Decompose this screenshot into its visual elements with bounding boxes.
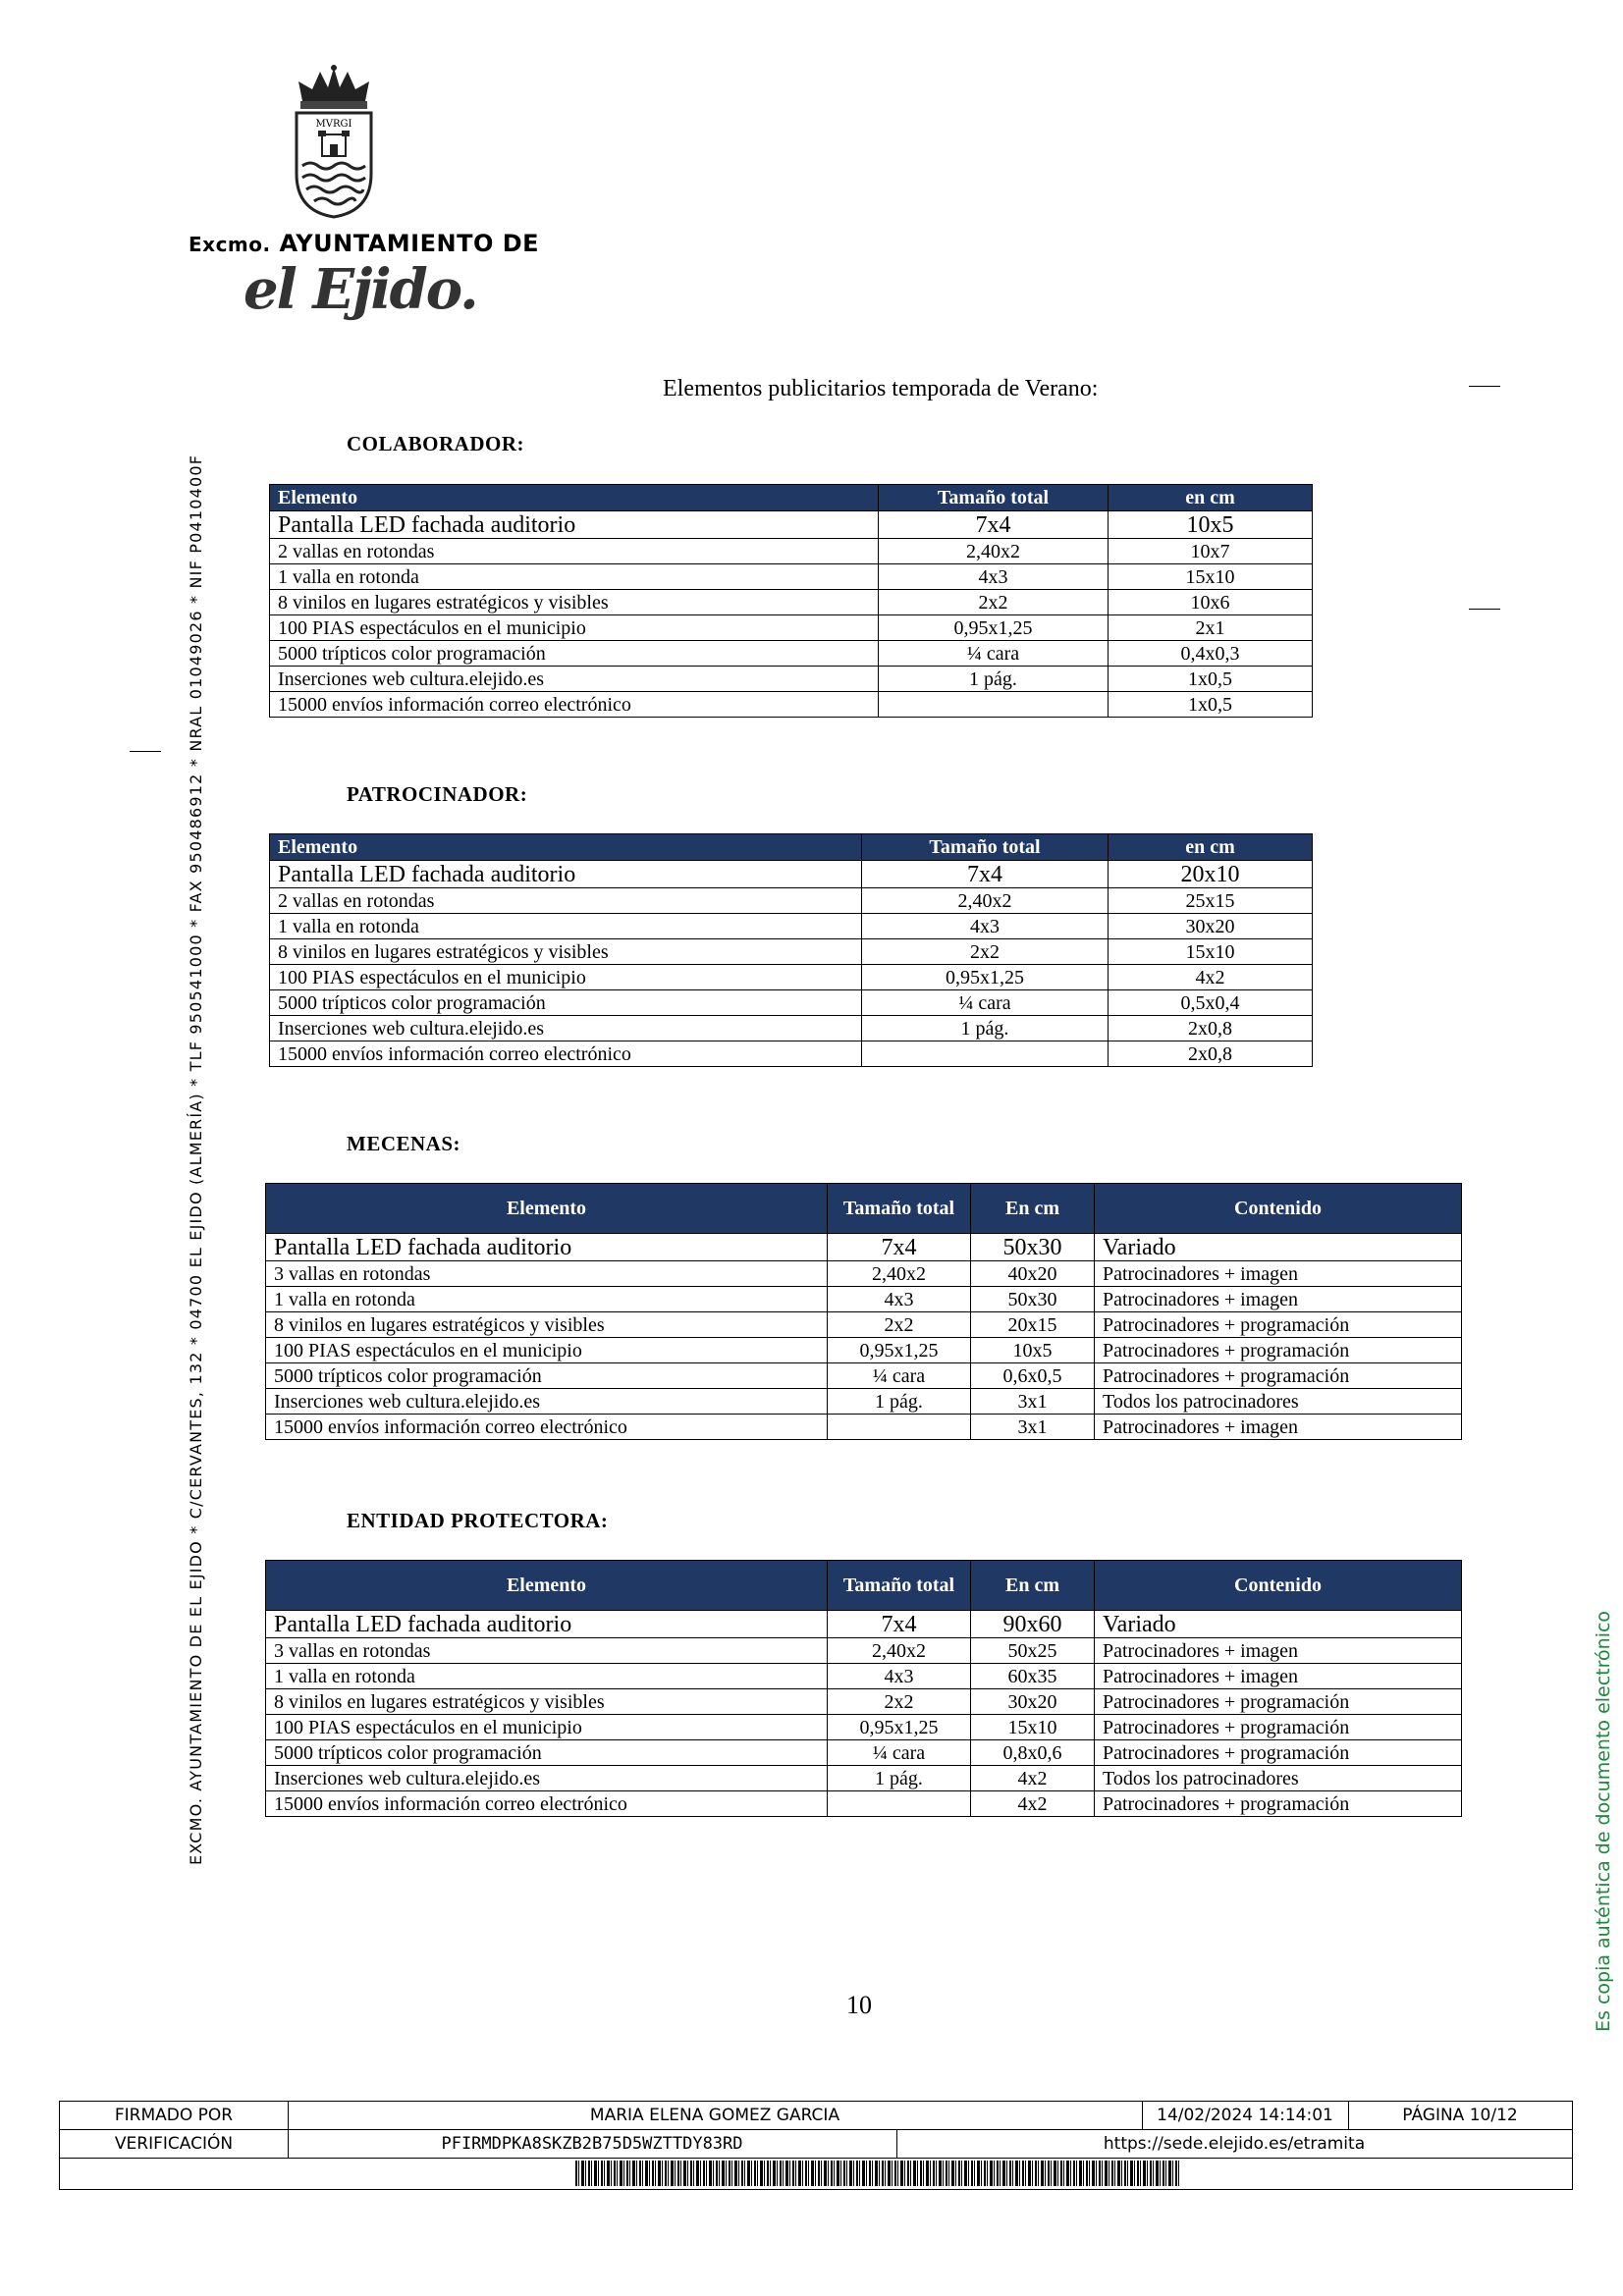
table-cell: Patrocinadores + imagen bbox=[1095, 1287, 1462, 1312]
table-cell: Pantalla LED fachada auditorio bbox=[270, 511, 879, 539]
table-cell: 2,40x2 bbox=[862, 888, 1109, 914]
table-cell: 100 PIAS espectáculos en el municipio bbox=[266, 1715, 828, 1740]
table-cell: ¼ cara bbox=[828, 1363, 971, 1389]
table-cell: 30x20 bbox=[971, 1689, 1095, 1715]
table-cell: 2x2 bbox=[828, 1689, 971, 1715]
verification-row bbox=[60, 2130, 1572, 2159]
table-cell: 50x25 bbox=[971, 1638, 1095, 1664]
table-cell: ¼ cara bbox=[828, 1740, 971, 1766]
table-cell: 2 vallas en rotondas bbox=[270, 888, 862, 914]
table-row bbox=[270, 539, 1313, 564]
margin-mark bbox=[130, 751, 161, 752]
table-cell: 1 valla en rotonda bbox=[270, 914, 862, 939]
page-number: 10 bbox=[846, 1991, 872, 2019]
table-cell: 7x4 bbox=[862, 861, 1109, 888]
signed-by-label: FIRMADO POR bbox=[60, 2102, 289, 2129]
header-cell: En cm bbox=[971, 1184, 1095, 1234]
table-row bbox=[266, 1415, 1462, 1440]
table-cell: Pantalla LED fachada auditorio bbox=[266, 1234, 828, 1261]
table-cell: 1 valla en rotonda bbox=[270, 564, 879, 590]
table-cell: 15000 envíos información correo electrónico bbox=[266, 1415, 828, 1440]
table-row bbox=[270, 1041, 1313, 1067]
table-cell: 2x0,8 bbox=[1109, 1041, 1313, 1067]
table-cell: Patrocinadores + programación bbox=[1095, 1689, 1462, 1715]
table-cell: Patrocinadores + programación bbox=[1095, 1338, 1462, 1363]
table-cell: 20x15 bbox=[971, 1312, 1095, 1338]
table-cell: 3x1 bbox=[971, 1389, 1095, 1415]
margin-mark bbox=[1469, 609, 1500, 610]
signature-datetime: 14/02/2024 14:14:01 bbox=[1142, 2102, 1349, 2129]
section-title-entidad-protectora: ENTIDAD PROTECTORA: bbox=[347, 1509, 609, 1532]
table-cell: 7x4 bbox=[828, 1611, 971, 1638]
table-cell: 15000 envíos información correo electrónico bbox=[266, 1791, 828, 1817]
table-cell: Patrocinadores + imagen bbox=[1095, 1638, 1462, 1664]
table-cell: 1 pág. bbox=[828, 1766, 971, 1791]
header-cell: Tamaño total bbox=[862, 834, 1109, 861]
table-cell: 10x7 bbox=[1109, 539, 1313, 564]
signature-row bbox=[60, 2102, 1572, 2130]
table-cell: 2x2 bbox=[828, 1312, 971, 1338]
table-cell: ¼ cara bbox=[879, 641, 1109, 667]
table-row bbox=[270, 692, 1313, 718]
table-cell: 2,40x2 bbox=[879, 539, 1109, 564]
table-row bbox=[266, 1338, 1462, 1363]
header-cell: Tamaño total bbox=[828, 1561, 971, 1611]
table-cell: 1x0,5 bbox=[1109, 667, 1313, 692]
table-cell: 0,95x1,25 bbox=[879, 615, 1109, 641]
table-row bbox=[266, 1740, 1462, 1766]
table-cell: 1 valla en rotonda bbox=[266, 1287, 828, 1312]
table-row bbox=[266, 1389, 1462, 1415]
margin-mark bbox=[1469, 386, 1500, 387]
table-cell: 0,95x1,25 bbox=[828, 1715, 971, 1740]
table-body bbox=[266, 1611, 1462, 1817]
table-cell: 90x60 bbox=[971, 1611, 1095, 1638]
table-cell: Patrocinadores + programación bbox=[1095, 1363, 1462, 1389]
table-row bbox=[266, 1664, 1462, 1689]
mecenas-table bbox=[265, 1183, 1462, 1440]
table-cell: 25x15 bbox=[1109, 888, 1313, 914]
table-cell bbox=[828, 1791, 971, 1817]
organization-brand: el Ejido. bbox=[243, 257, 477, 322]
table-row bbox=[266, 1689, 1462, 1715]
table-row bbox=[266, 1638, 1462, 1664]
table-cell: 2x2 bbox=[862, 939, 1109, 965]
table-row bbox=[270, 590, 1313, 615]
table-cell: 100 PIAS espectáculos en el municipio bbox=[270, 615, 879, 641]
table-cell: 5000 trípticos color programación bbox=[266, 1740, 828, 1766]
table-cell: 7x4 bbox=[879, 511, 1109, 539]
table-row bbox=[266, 1234, 1462, 1261]
table-cell bbox=[828, 1415, 971, 1440]
coat-of-arms-logo bbox=[285, 64, 383, 221]
table-cell: Patrocinadores + imagen bbox=[1095, 1415, 1462, 1440]
table-cell: Patrocinadores + imagen bbox=[1095, 1664, 1462, 1689]
table-row bbox=[270, 861, 1313, 888]
table-cell: 15x10 bbox=[1109, 564, 1313, 590]
table-cell: Patrocinadores + programación bbox=[1095, 1312, 1462, 1338]
table-cell: 3 vallas en rotondas bbox=[266, 1638, 828, 1664]
table-cell: 50x30 bbox=[971, 1287, 1095, 1312]
organization-title: AYUNTAMIENTO DE bbox=[279, 230, 540, 257]
table-cell bbox=[862, 1041, 1109, 1067]
table-cell: Patrocinadores + programación bbox=[1095, 1715, 1462, 1740]
table-row bbox=[270, 888, 1313, 914]
table-cell: 10x5 bbox=[971, 1338, 1095, 1363]
table-cell: 5000 trípticos color programación bbox=[270, 641, 879, 667]
table-row bbox=[266, 1715, 1462, 1740]
table-row bbox=[270, 667, 1313, 692]
table-cell: 20x10 bbox=[1109, 861, 1313, 888]
table-cell: ¼ cara bbox=[862, 990, 1109, 1016]
section-title-mecenas: MECENAS: bbox=[347, 1132, 461, 1155]
entidad-protectora-table bbox=[265, 1560, 1462, 1817]
table-row bbox=[270, 1016, 1313, 1041]
table-cell: 1 pág. bbox=[879, 667, 1109, 692]
table-row bbox=[266, 1363, 1462, 1389]
table-body bbox=[266, 1234, 1462, 1440]
table-cell: 5000 trípticos color programación bbox=[270, 990, 862, 1016]
table-cell: 2x1 bbox=[1109, 615, 1313, 641]
table-cell: Variado bbox=[1095, 1611, 1462, 1638]
table-cell: Inserciones web cultura.elejido.es bbox=[270, 667, 879, 692]
table-cell: 15x10 bbox=[971, 1715, 1095, 1740]
table-cell: 2 vallas en rotondas bbox=[270, 539, 879, 564]
header-cell: Elemento bbox=[266, 1561, 828, 1611]
header-cell: Elemento bbox=[270, 485, 879, 511]
table-cell: 3x1 bbox=[971, 1415, 1095, 1440]
table-cell: 0,95x1,25 bbox=[828, 1338, 971, 1363]
header-cell: Tamaño total bbox=[879, 485, 1109, 511]
table-row bbox=[270, 511, 1313, 539]
document-title: Elementos publicitarios temporada de Verano: bbox=[663, 376, 1099, 401]
table-cell: 100 PIAS espectáculos en el municipio bbox=[270, 965, 862, 990]
table-cell: 1 pág. bbox=[828, 1389, 971, 1415]
header-cell: Elemento bbox=[270, 834, 862, 861]
table-cell: 15000 envíos información correo electrónico bbox=[270, 1041, 862, 1067]
table-row bbox=[266, 1287, 1462, 1312]
table-row bbox=[270, 615, 1313, 641]
table-cell: 4x3 bbox=[879, 564, 1109, 590]
crest-text: MVRGI bbox=[315, 119, 352, 130]
table-cell: 100 PIAS espectáculos en el municipio bbox=[266, 1338, 828, 1363]
table-row bbox=[266, 1611, 1462, 1638]
patrocinador-table bbox=[269, 833, 1313, 1067]
table-row bbox=[270, 641, 1313, 667]
table-cell: 1 pág. bbox=[862, 1016, 1109, 1041]
table-cell: 1 valla en rotonda bbox=[266, 1664, 828, 1689]
table-cell: 0,4x0,3 bbox=[1109, 641, 1313, 667]
table-cell: Pantalla LED fachada auditorio bbox=[270, 861, 862, 888]
table-cell: 0,6x0,5 bbox=[971, 1363, 1095, 1389]
table-cell: 4x2 bbox=[1109, 965, 1313, 990]
side-address-text: EXCMO. AYUNTAMIENTO DE EL EJIDO * C/CERVANTES, 132 * 04700 EL EJIDO (ALMERÍA) * TLF 950541000 * FAX 950486912 * NRAL 01049026 * NIF P0410400F bbox=[187, 454, 205, 1865]
table-cell bbox=[879, 692, 1109, 718]
table-cell: Patrocinadores + programación bbox=[1095, 1791, 1462, 1817]
table-cell: Inserciones web cultura.elejido.es bbox=[266, 1389, 828, 1415]
verification-label: VERIFICACIÓN bbox=[60, 2130, 289, 2158]
table-cell: 3 vallas en rotondas bbox=[266, 1261, 828, 1287]
header-cell: En cm bbox=[971, 1561, 1095, 1611]
table-row bbox=[270, 965, 1313, 990]
table-row bbox=[266, 1312, 1462, 1338]
table-cell: 4x2 bbox=[971, 1791, 1095, 1817]
table-cell: 5000 trípticos color programación bbox=[266, 1363, 828, 1389]
table-cell: Patrocinadores + imagen bbox=[1095, 1261, 1462, 1287]
barcode bbox=[575, 2161, 1179, 2186]
signature-footer bbox=[59, 2101, 1573, 2190]
table-cell: 50x30 bbox=[971, 1234, 1095, 1261]
table-cell: 0,8x0,6 bbox=[971, 1740, 1095, 1766]
header-cell: Tamaño total bbox=[828, 1184, 971, 1234]
table-row bbox=[266, 1766, 1462, 1791]
table-cell: 4x3 bbox=[828, 1664, 971, 1689]
table-cell: 0,95x1,25 bbox=[862, 965, 1109, 990]
table-cell: 4x2 bbox=[971, 1766, 1095, 1791]
header-cell: en cm bbox=[1109, 485, 1313, 511]
table-body bbox=[270, 511, 1313, 718]
table-cell: 8 vinilos en lugares estratégicos y visibles bbox=[270, 590, 879, 615]
table-row bbox=[266, 1261, 1462, 1287]
authentic-copy-text: Es copia auténtica de documento electrónico bbox=[1593, 1610, 1614, 2032]
table-cell: 8 vinilos en lugares estratégicos y visibles bbox=[266, 1689, 828, 1715]
section-title-patrocinador: PATROCINADOR: bbox=[347, 782, 528, 806]
table-cell: 1x0,5 bbox=[1109, 692, 1313, 718]
table-cell: 2x0,8 bbox=[1109, 1016, 1313, 1041]
table-cell: Todos los patrocinadores bbox=[1095, 1766, 1462, 1791]
table-cell: 10x6 bbox=[1109, 590, 1313, 615]
table-row bbox=[270, 564, 1313, 590]
table-cell: 7x4 bbox=[828, 1234, 971, 1261]
colaborador-table bbox=[269, 484, 1313, 718]
table-cell: 4x3 bbox=[828, 1287, 971, 1312]
table-cell: Variado bbox=[1095, 1234, 1462, 1261]
header-cell: Contenido bbox=[1095, 1184, 1462, 1234]
table-row bbox=[270, 990, 1313, 1016]
header-cell: Elemento bbox=[266, 1184, 828, 1234]
section-title-colaborador: COLABORADOR: bbox=[347, 432, 525, 455]
verification-code: PFIRMDPKA8SKZB2B75D5WZTTDY83RD bbox=[288, 2130, 897, 2158]
table-cell: Patrocinadores + programación bbox=[1095, 1740, 1462, 1766]
table-cell: Pantalla LED fachada auditorio bbox=[266, 1611, 828, 1638]
signer-name: MARIA ELENA GOMEZ GARCIA bbox=[288, 2102, 1143, 2129]
header-cell: en cm bbox=[1109, 834, 1313, 861]
table-cell: 40x20 bbox=[971, 1261, 1095, 1287]
table-body bbox=[270, 861, 1313, 1067]
table-row bbox=[266, 1791, 1462, 1817]
table-row bbox=[270, 914, 1313, 939]
table-cell: 2,40x2 bbox=[828, 1638, 971, 1664]
organization-name bbox=[189, 230, 539, 257]
table-cell: Todos los patrocinadores bbox=[1095, 1389, 1462, 1415]
table-cell: Inserciones web cultura.elejido.es bbox=[266, 1766, 828, 1791]
table-cell: Inserciones web cultura.elejido.es bbox=[270, 1016, 862, 1041]
table-cell: 10x5 bbox=[1109, 511, 1313, 539]
table-cell: 15x10 bbox=[1109, 939, 1313, 965]
table-cell: 60x35 bbox=[971, 1664, 1095, 1689]
verification-url[interactable]: https://sede.elejido.es/etramita bbox=[1103, 2134, 1366, 2154]
table-cell: 8 vinilos en lugares estratégicos y visibles bbox=[270, 939, 862, 965]
table-row bbox=[270, 939, 1313, 965]
organization-prefix: Excmo. bbox=[189, 233, 271, 256]
table-cell: 2x2 bbox=[879, 590, 1109, 615]
header-cell: Contenido bbox=[1095, 1561, 1462, 1611]
table-cell: 30x20 bbox=[1109, 914, 1313, 939]
table-cell: 2,40x2 bbox=[828, 1261, 971, 1287]
table-cell: 4x3 bbox=[862, 914, 1109, 939]
table-cell: 15000 envíos información correo electrónico bbox=[270, 692, 879, 718]
table-cell: 0,5x0,4 bbox=[1109, 990, 1313, 1016]
table-cell: 8 vinilos en lugares estratégicos y visibles bbox=[266, 1312, 828, 1338]
page-label: PÁGINA 10/12 bbox=[1402, 2106, 1518, 2125]
